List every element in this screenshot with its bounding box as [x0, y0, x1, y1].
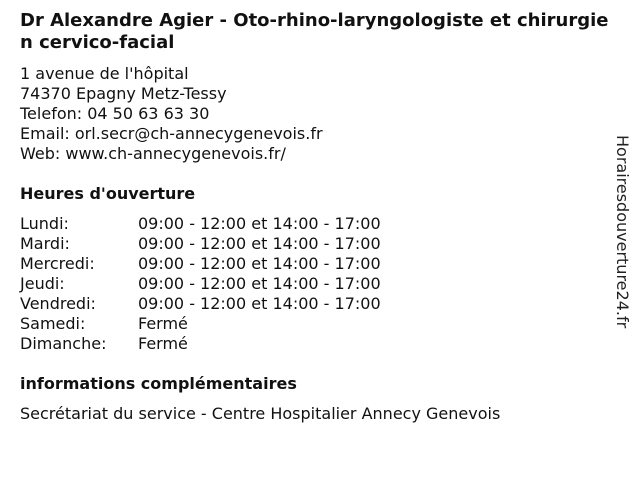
site-watermark: Horairesdouverture24.fr [613, 135, 632, 329]
hours-day: Lundi: [20, 214, 69, 233]
hours-day: Samedi: [20, 314, 86, 333]
info-text: Secrétariat du service - Centre Hospitalier Annecy Genevois [20, 404, 501, 423]
hours-time: 09:00 - 12:00 et 14:00 - 17:00 [138, 274, 381, 293]
hours-day: Dimanche: [20, 334, 107, 353]
email-line: Email: orl.secr@ch-annecygenevois.fr [20, 124, 323, 143]
address-line-1: 1 avenue de l'hôpital [20, 64, 189, 83]
hours-day: Jeudi: [20, 274, 65, 293]
info-heading: informations complémentaires [20, 374, 297, 393]
hours-time: 09:00 - 12:00 et 14:00 - 17:00 [138, 234, 381, 253]
web-line: Web: www.ch-annecygenevois.fr/ [20, 144, 286, 163]
hours-time: Fermé [138, 334, 188, 353]
hours-heading: Heures d'ouverture [20, 184, 196, 203]
address-line-2: 74370 Epagny Metz-Tessy [20, 84, 227, 103]
page-title: Dr Alexandre Agier - Oto-rhino-laryngologiste et chirurgien cervico-facial [20, 10, 609, 53]
hours-time: 09:00 - 12:00 et 14:00 - 17:00 [138, 254, 381, 273]
hours-time: Fermé [138, 314, 188, 333]
hours-day: Mardi: [20, 234, 70, 253]
phone-line: Telefon: 04 50 63 63 30 [20, 104, 210, 123]
hours-time: 09:00 - 12:00 et 14:00 - 17:00 [138, 214, 381, 233]
hours-day: Mercredi: [20, 254, 95, 273]
hours-time: 09:00 - 12:00 et 14:00 - 17:00 [138, 294, 381, 313]
contact-block [20, 64, 323, 164]
hours-day: Vendredi: [20, 294, 96, 313]
